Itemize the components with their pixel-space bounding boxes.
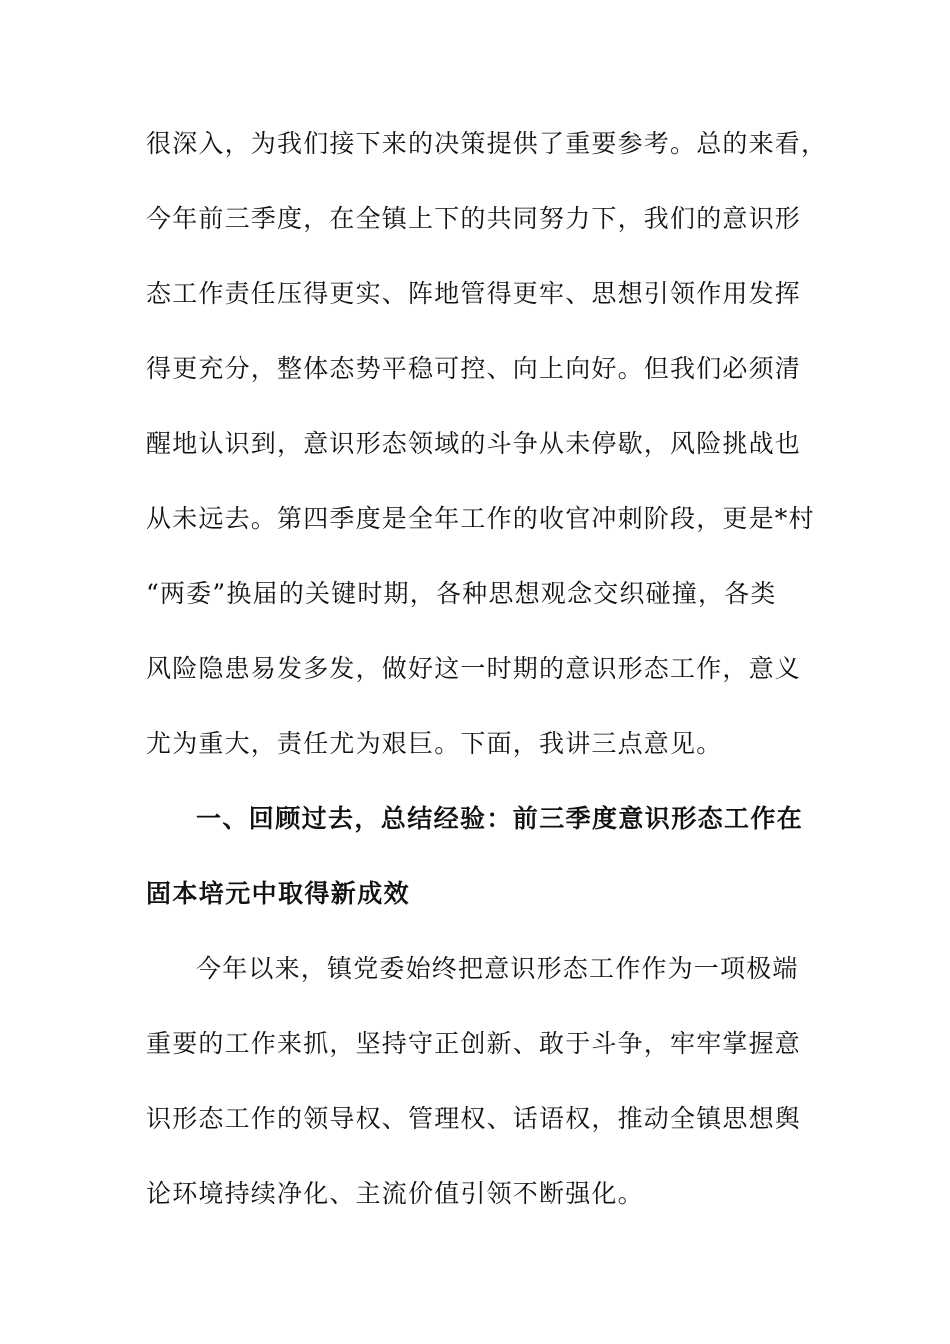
- paragraph-line: 醒地认识到，意识形态领域的斗争从未停歇，风险挑战也: [146, 429, 802, 458]
- paragraph-line: 态工作责任压得更实、阵地管得更牢、思想引领作用发挥: [146, 279, 802, 308]
- paragraph-line: 重要的工作来抓，坚持守正创新、敢于斗争，牢牢掌握意: [146, 1029, 802, 1058]
- paragraph-line: 论环境持续净化、主流价值引领不断强化。: [146, 1179, 644, 1208]
- paragraph-line: “两委”换届的关键时期，各种思想观念交织碰撞，各类: [146, 579, 777, 608]
- paragraph-line: 今年前三季度，在全镇上下的共同努力下，我们的意识形: [146, 204, 802, 233]
- paragraph-line: 风险隐患易发多发，做好这一时期的意识形态工作，意义: [146, 654, 802, 683]
- paragraph-line: 从未远去。第四季度是全年工作的收官冲刺阶段，更是*村: [146, 504, 815, 533]
- paragraph-line: 今年以来，镇党委始终把意识形态工作作为一项极端: [196, 954, 799, 983]
- paragraph-line: 尤为重大，责任尤为艰巨。下面，我讲三点意见。: [146, 729, 723, 758]
- paragraph-line: 识形态工作的领导权、管理权、话语权，推动全镇思想舆: [146, 1104, 802, 1133]
- section-heading-line: 固本培元中取得新成效: [146, 879, 411, 908]
- section-heading-line: 一、回顾过去，总结经验：前三季度意识形态工作在: [196, 804, 804, 833]
- paragraph-line: 很深入，为我们接下来的决策提供了重要参考。总的来看，: [146, 129, 828, 158]
- paragraph-line: 得更充分，整体态势平稳可控、向上向好。但我们必须清: [146, 354, 802, 383]
